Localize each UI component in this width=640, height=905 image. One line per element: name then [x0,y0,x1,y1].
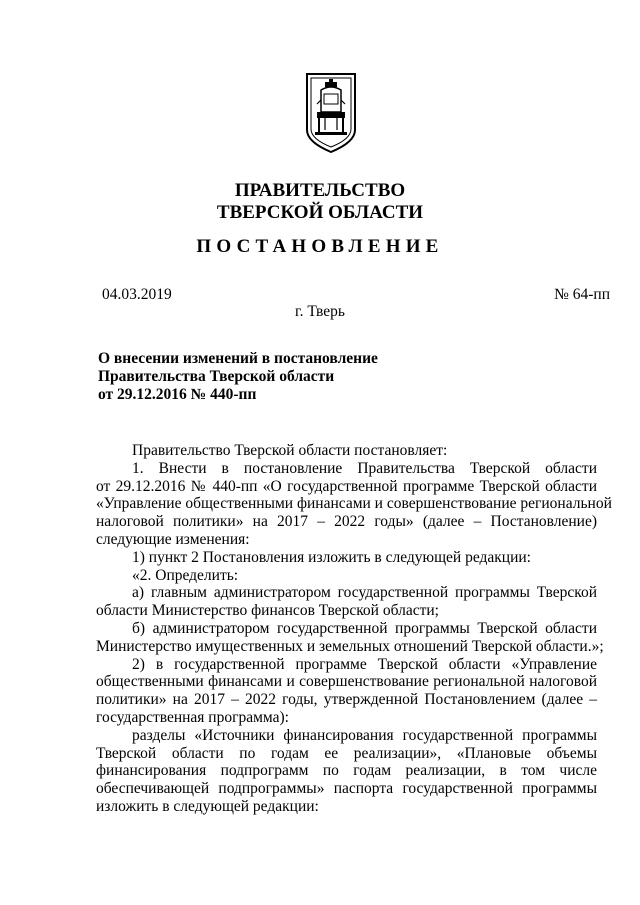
document-number: № 64-пп [554,286,610,303]
body-line: «2. Определить: [132,566,239,584]
body-line: общественными финансами и совершенствование региональной налоговой [96,673,597,691]
body-line: разделы «Источники финансирования государственной программы [132,726,597,744]
coat-of-arms-emblem [305,72,357,154]
body-line: следующие изменения: [96,530,250,548]
subject-line: О внесении изменений в постановление [98,350,378,367]
body-line: финансирования подпрограмм по годам реализации, в том числе [96,762,597,780]
document-date: 04.03.2019 [102,286,172,303]
body-line: налоговой политики» на 2017 – 2022 годы» (далее – Постановление) [96,513,597,531]
body-line: Министерство имущественных и земельных отношений Тверской области.»; [96,637,604,655]
body-line: «Управление общественными финансами и совершенствование региональной [96,495,612,513]
body-line: 1) пункт 2 Постановления изложить в следующей редакции: [132,548,531,566]
body-line: области Министерство финансов Тверской области; [96,602,439,620]
body-line: а) главным администратором государственной программы Тверской [132,584,597,602]
organization-name-line1: ПРАВИТЕЛЬСТВО [234,180,406,201]
subject-line: Правительства Тверской области [98,368,335,385]
document-subject [98,350,378,404]
organization-name-line2: ТВЕРСКОЙ ОБЛАСТИ [216,202,424,223]
body-line: обеспечивающей подпрограммы» паспорта государственной программы [96,780,597,798]
subject-line: от 29.12.2016 № 440-пп [98,386,257,403]
body-line: Тверской области по годам ее реализации», «Плановые объемы [96,744,597,762]
body-line: изложить в следующей редакции: [96,797,319,815]
document-body [96,442,612,816]
body-line: государственная программа): [96,708,289,726]
body-line: 1. Внести в постановление Правительства Тверской области [132,459,597,477]
body-line: 2) в государственной программе Тверской области «Управление [132,655,597,673]
body-line: от 29.12.2016 № 440-пп «О государственной программе Тверской области [96,477,597,495]
document-city: г. Тверь [295,303,345,320]
body-line: Правительство Тверской области постановляет: [132,442,448,459]
document-type-title: ПОСТАНОВЛЕНИЕ [196,236,444,257]
body-line: политики» на 2017 – 2022 годы, утвержденной Постановлением (далее – [96,691,597,709]
body-line: б) администратором государственной программы Тверской области [132,619,597,637]
